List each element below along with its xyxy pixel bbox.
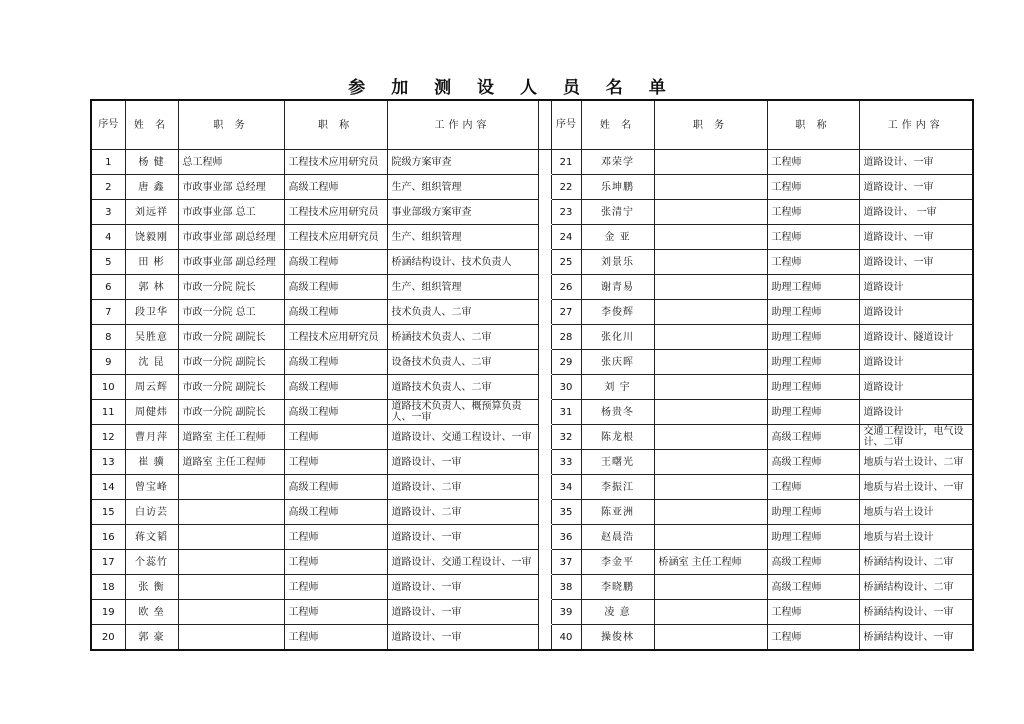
- cell-work: 道路设计、一审: [859, 150, 973, 175]
- cell-no: 26: [551, 275, 581, 300]
- cell-position: 道路室 主任工程师: [178, 450, 284, 475]
- cell-position: 市政一分院 总工: [178, 300, 284, 325]
- cell-rank: 高级工程师: [284, 500, 387, 525]
- table-header-row: [91, 100, 973, 150]
- table-row: [91, 350, 973, 375]
- cell-name: 刘景乐: [581, 250, 654, 275]
- cell-name: 唐 鑫: [125, 175, 178, 200]
- cell-rank: 助理工程师: [767, 500, 859, 525]
- cell-work: 桥涵技术负责人、二审: [387, 325, 538, 350]
- column-gap: [538, 525, 551, 550]
- cell-no: 3: [91, 200, 125, 225]
- cell-position: 总工程师: [178, 150, 284, 175]
- cell-rank: 高级工程师: [284, 475, 387, 500]
- cell-position: 市政一分院 副院长: [178, 325, 284, 350]
- cell-rank: 工程师: [767, 225, 859, 250]
- cell-position: 市政一分院 副院长: [178, 400, 284, 425]
- column-gap: [538, 425, 551, 450]
- cell-no: 21: [551, 150, 581, 175]
- cell-name: 段卫华: [125, 300, 178, 325]
- cell-work: 桥涵结构设计、技术负责人: [387, 250, 538, 275]
- cell-name: 李俊辉: [581, 300, 654, 325]
- cell-no: 37: [551, 550, 581, 575]
- cell-work: 道路设计、一审: [387, 575, 538, 600]
- cell-rank: 工程师: [767, 200, 859, 225]
- cell-work: 道路技术负责人、概预算负责人、一审: [387, 400, 538, 425]
- column-gap: [538, 350, 551, 375]
- cell-name: 凌 意: [581, 600, 654, 625]
- cell-position: [654, 225, 767, 250]
- cell-no: 23: [551, 200, 581, 225]
- cell-work: 道路设计: [859, 275, 973, 300]
- cell-position: [654, 625, 767, 651]
- header-rank-left: 职 称: [284, 100, 387, 150]
- cell-position: 市政事业部 副总经理: [178, 225, 284, 250]
- cell-no: 24: [551, 225, 581, 250]
- cell-name: 个蕊竹: [125, 550, 178, 575]
- cell-position: [654, 525, 767, 550]
- cell-work: 事业部级方案审查: [387, 200, 538, 225]
- cell-no: 14: [91, 475, 125, 500]
- cell-name: 郭 豪: [125, 625, 178, 651]
- cell-work: 道路设计、一审: [859, 250, 973, 275]
- cell-rank: 高级工程师: [284, 400, 387, 425]
- cell-name: 张清宁: [581, 200, 654, 225]
- cell-position: [654, 450, 767, 475]
- cell-position: [178, 625, 284, 651]
- cell-name: 欧 垒: [125, 600, 178, 625]
- table-row: [91, 200, 973, 225]
- cell-name: 周健炜: [125, 400, 178, 425]
- cell-position: [178, 600, 284, 625]
- header-no-right: 序号: [551, 100, 581, 150]
- header-no-left: 序号: [91, 100, 125, 150]
- cell-rank: 助理工程师: [767, 400, 859, 425]
- cell-work: 道路设计、 一审: [859, 200, 973, 225]
- cell-rank: 工程技术应用研究员: [284, 225, 387, 250]
- cell-name: 周云辉: [125, 375, 178, 400]
- cell-work: 道路设计、一审: [387, 600, 538, 625]
- cell-no: 18: [91, 575, 125, 600]
- cell-no: 39: [551, 600, 581, 625]
- cell-rank: 工程师: [284, 550, 387, 575]
- cell-rank: 助理工程师: [767, 300, 859, 325]
- cell-no: 38: [551, 575, 581, 600]
- cell-no: 25: [551, 250, 581, 275]
- table-row: [91, 250, 973, 275]
- table-row: [91, 500, 973, 525]
- cell-position: [178, 525, 284, 550]
- cell-no: 32: [551, 425, 581, 450]
- cell-no: 11: [91, 400, 125, 425]
- cell-work: 地质与岩土设计、二审: [859, 450, 973, 475]
- cell-rank: 助理工程师: [767, 325, 859, 350]
- cell-no: 22: [551, 175, 581, 200]
- cell-no: 6: [91, 275, 125, 300]
- column-gap: [538, 300, 551, 325]
- cell-work: 道路设计、一审: [859, 225, 973, 250]
- table-row: [91, 375, 973, 400]
- cell-position: 桥涵室 主任工程师: [654, 550, 767, 575]
- cell-position: 市政事业部 副总经理: [178, 250, 284, 275]
- cell-position: [654, 175, 767, 200]
- cell-work: 生产、组织管理: [387, 225, 538, 250]
- column-gap: [538, 475, 551, 500]
- cell-name: 李振江: [581, 475, 654, 500]
- cell-position: [654, 425, 767, 450]
- cell-no: 5: [91, 250, 125, 275]
- cell-position: [654, 275, 767, 300]
- cell-position: [178, 475, 284, 500]
- cell-rank: 助理工程师: [767, 350, 859, 375]
- cell-rank: 工程师: [767, 600, 859, 625]
- cell-no: 7: [91, 300, 125, 325]
- cell-rank: 高级工程师: [284, 250, 387, 275]
- cell-no: 16: [91, 525, 125, 550]
- column-gap: [538, 400, 551, 425]
- cell-rank: 助理工程师: [767, 375, 859, 400]
- cell-no: 12: [91, 425, 125, 450]
- table-row: [91, 425, 973, 450]
- cell-rank: 工程师: [767, 475, 859, 500]
- cell-rank: 工程技术应用研究员: [284, 150, 387, 175]
- cell-position: [178, 550, 284, 575]
- header-name-right: 姓 名: [581, 100, 654, 150]
- cell-name: 沈 昆: [125, 350, 178, 375]
- table-row: [91, 400, 973, 425]
- cell-name: 田 彬: [125, 250, 178, 275]
- table-row: [91, 625, 973, 651]
- cell-work: 道路设计、一审: [387, 525, 538, 550]
- cell-name: 陈亚洲: [581, 500, 654, 525]
- column-gap: [538, 150, 551, 175]
- cell-work: 道路设计、交通工程设计、一审: [387, 550, 538, 575]
- cell-position: 市政事业部 总工: [178, 200, 284, 225]
- cell-no: 35: [551, 500, 581, 525]
- cell-rank: 工程师: [767, 150, 859, 175]
- cell-rank: 高级工程师: [767, 575, 859, 600]
- column-gap: [538, 500, 551, 525]
- column-gap: [538, 175, 551, 200]
- cell-name: 张化川: [581, 325, 654, 350]
- cell-position: [654, 475, 767, 500]
- table-row: [91, 300, 973, 325]
- cell-name: 崔 骥: [125, 450, 178, 475]
- cell-work: 桥涵结构设计、一审: [859, 600, 973, 625]
- cell-work: 生产、组织管理: [387, 275, 538, 300]
- column-gap: [538, 550, 551, 575]
- cell-position: 市政一分院 院长: [178, 275, 284, 300]
- header-rank-right: 职 称: [767, 100, 859, 150]
- table-row: [91, 175, 973, 200]
- cell-name: 刘 宇: [581, 375, 654, 400]
- cell-rank: 高级工程师: [284, 350, 387, 375]
- cell-position: [654, 200, 767, 225]
- table-body: [91, 150, 973, 651]
- cell-no: 36: [551, 525, 581, 550]
- column-gap: [538, 375, 551, 400]
- header-name-left: 姓 名: [125, 100, 178, 150]
- cell-position: [654, 350, 767, 375]
- cell-position: 市政一分院 副院长: [178, 350, 284, 375]
- cell-work: 院级方案审查: [387, 150, 538, 175]
- cell-name: 张 衡: [125, 575, 178, 600]
- cell-work: 道路设计、二审: [387, 500, 538, 525]
- cell-name: 蒋文韬: [125, 525, 178, 550]
- cell-no: 20: [91, 625, 125, 651]
- cell-name: 赵晨浩: [581, 525, 654, 550]
- cell-name: 王曙光: [581, 450, 654, 475]
- cell-work: 道路设计、一审: [859, 175, 973, 200]
- cell-work: 道路设计、一审: [387, 450, 538, 475]
- cell-position: [654, 300, 767, 325]
- cell-position: [654, 500, 767, 525]
- table-row: [91, 475, 973, 500]
- cell-no: 29: [551, 350, 581, 375]
- cell-no: 8: [91, 325, 125, 350]
- cell-name: 郭 林: [125, 275, 178, 300]
- cell-name: 操俊林: [581, 625, 654, 651]
- table-row: [91, 600, 973, 625]
- cell-no: 40: [551, 625, 581, 651]
- cell-position: [654, 375, 767, 400]
- cell-position: 道路室 主任工程师: [178, 425, 284, 450]
- cell-rank: 工程师: [767, 250, 859, 275]
- cell-position: [654, 575, 767, 600]
- cell-no: 2: [91, 175, 125, 200]
- table-row: [91, 550, 973, 575]
- cell-work: 桥涵结构设计、二审: [859, 550, 973, 575]
- cell-rank: 高级工程师: [284, 175, 387, 200]
- cell-name: 李金平: [581, 550, 654, 575]
- cell-rank: 高级工程师: [767, 425, 859, 450]
- cell-name: 陈龙根: [581, 425, 654, 450]
- cell-name: 杨贵冬: [581, 400, 654, 425]
- cell-rank: 工程师: [284, 425, 387, 450]
- cell-work: 地质与岩土设计、一审: [859, 475, 973, 500]
- cell-no: 33: [551, 450, 581, 475]
- cell-position: 市政事业部 总经理: [178, 175, 284, 200]
- table-row: [91, 575, 973, 600]
- column-gap: [538, 325, 551, 350]
- cell-name: 金 亚: [581, 225, 654, 250]
- column-gap: [538, 225, 551, 250]
- cell-work: 道路设计、隧道设计: [859, 325, 973, 350]
- cell-rank: 高级工程师: [767, 550, 859, 575]
- cell-name: 曹月萍: [125, 425, 178, 450]
- cell-work: 道路设计: [859, 375, 973, 400]
- header-position-left: 职 务: [178, 100, 284, 150]
- column-gap: [538, 625, 551, 651]
- staff-roster-table: [90, 99, 974, 651]
- cell-name: 乐坤鹏: [581, 175, 654, 200]
- cell-rank: 工程技术应用研究员: [284, 325, 387, 350]
- cell-position: [654, 325, 767, 350]
- cell-work: 道路设计: [859, 300, 973, 325]
- cell-rank: 工程师: [767, 625, 859, 651]
- page-title: 参 加 测 设 人 员 名 单: [348, 78, 676, 98]
- cell-no: 4: [91, 225, 125, 250]
- cell-rank: 高级工程师: [284, 275, 387, 300]
- cell-no: 27: [551, 300, 581, 325]
- cell-rank: 助理工程师: [767, 275, 859, 300]
- column-gap: [538, 200, 551, 225]
- cell-position: [654, 250, 767, 275]
- cell-work: 技术负责人、二审: [387, 300, 538, 325]
- cell-name: 谢青易: [581, 275, 654, 300]
- column-gap: [538, 100, 551, 150]
- cell-work: 道路技术负责人、二审: [387, 375, 538, 400]
- cell-name: 李晓鹏: [581, 575, 654, 600]
- cell-no: 17: [91, 550, 125, 575]
- table-row: [91, 525, 973, 550]
- cell-rank: 工程师: [284, 450, 387, 475]
- column-gap: [538, 450, 551, 475]
- cell-rank: 助理工程师: [767, 525, 859, 550]
- header-position-right: 职 务: [654, 100, 767, 150]
- cell-rank: 工程师: [284, 625, 387, 651]
- cell-name: 杨 健: [125, 150, 178, 175]
- table-row: [91, 225, 973, 250]
- cell-rank: 工程师: [284, 525, 387, 550]
- cell-no: 10: [91, 375, 125, 400]
- column-gap: [538, 600, 551, 625]
- cell-no: 9: [91, 350, 125, 375]
- cell-no: 30: [551, 375, 581, 400]
- cell-work: 地质与岩土设计: [859, 525, 973, 550]
- cell-name: 邓荣学: [581, 150, 654, 175]
- cell-position: [654, 400, 767, 425]
- cell-work: 交通工程设计，电气设计、二审: [859, 425, 973, 450]
- table-row: [91, 450, 973, 475]
- cell-work: 生产、组织管理: [387, 175, 538, 200]
- cell-rank: 工程师: [767, 175, 859, 200]
- cell-no: 13: [91, 450, 125, 475]
- cell-work: 道路设计: [859, 350, 973, 375]
- cell-name: 饶毅刚: [125, 225, 178, 250]
- column-gap: [538, 275, 551, 300]
- cell-no: 19: [91, 600, 125, 625]
- cell-rank: 工程师: [284, 600, 387, 625]
- cell-position: [654, 150, 767, 175]
- table-row: [91, 150, 973, 175]
- cell-no: 31: [551, 400, 581, 425]
- cell-name: 张庆晖: [581, 350, 654, 375]
- cell-work: 道路设计、二审: [387, 475, 538, 500]
- cell-name: 吴胜意: [125, 325, 178, 350]
- header-work-left: 工作内容: [387, 100, 538, 150]
- column-gap: [538, 575, 551, 600]
- cell-work: 设备技术负责人、二审: [387, 350, 538, 375]
- cell-no: 28: [551, 325, 581, 350]
- header-work-right: 工作内容: [859, 100, 973, 150]
- cell-name: 刘远祥: [125, 200, 178, 225]
- cell-position: [654, 600, 767, 625]
- cell-name: 曾宝峰: [125, 475, 178, 500]
- cell-rank: 工程师: [284, 575, 387, 600]
- table-row: [91, 325, 973, 350]
- cell-work: 道路设计、交通工程设计、一审: [387, 425, 538, 450]
- cell-work: 地质与岩土设计: [859, 500, 973, 525]
- cell-position: [178, 575, 284, 600]
- cell-rank: 高级工程师: [284, 375, 387, 400]
- cell-position: 市政一分院 副院长: [178, 375, 284, 400]
- cell-rank: 高级工程师: [284, 300, 387, 325]
- cell-no: 15: [91, 500, 125, 525]
- cell-work: 道路设计、一审: [387, 625, 538, 651]
- cell-position: [178, 500, 284, 525]
- cell-work: 桥涵结构设计、一审: [859, 625, 973, 651]
- cell-rank: 工程技术应用研究员: [284, 200, 387, 225]
- cell-no: 34: [551, 475, 581, 500]
- cell-no: 1: [91, 150, 125, 175]
- cell-name: 白访芸: [125, 500, 178, 525]
- cell-work: 桥涵结构设计、二审: [859, 575, 973, 600]
- cell-rank: 高级工程师: [767, 450, 859, 475]
- column-gap: [538, 250, 551, 275]
- table-row: [91, 275, 973, 300]
- cell-work: 道路设计: [859, 400, 973, 425]
